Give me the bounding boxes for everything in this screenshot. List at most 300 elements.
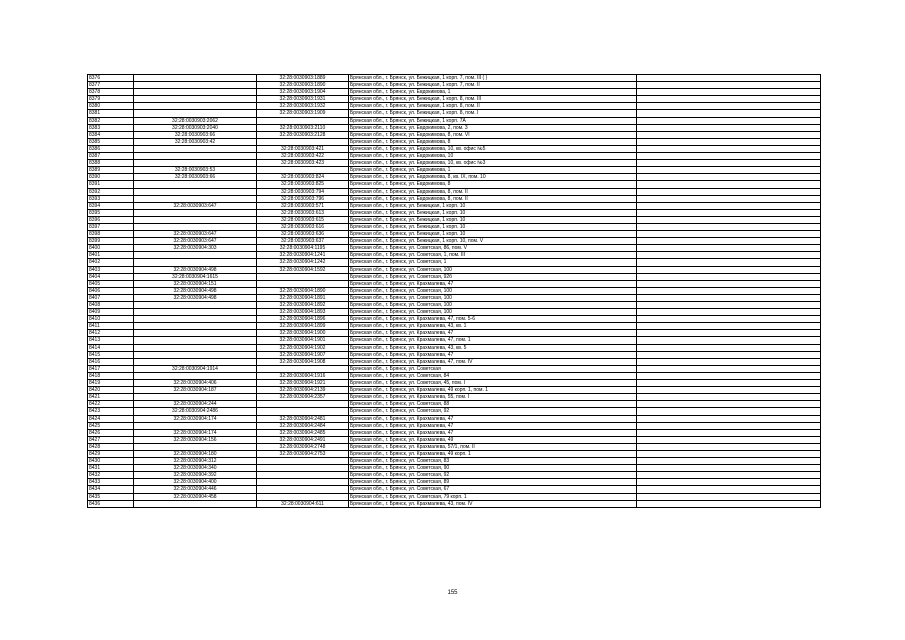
notes-cell bbox=[637, 472, 821, 479]
parcel-number-cell: 32:28:0030904:446 bbox=[134, 486, 257, 493]
table-row bbox=[88, 302, 821, 309]
row-number-cell: 8429 bbox=[88, 450, 134, 457]
object-number-cell: 32:28:0030904:1892 bbox=[257, 302, 349, 309]
address-cell: Брянская обл., г. Брянск, ул. Евдокимова, 2, пом. 3 bbox=[349, 124, 637, 131]
table-row bbox=[88, 465, 821, 472]
row-number-cell: 8420 bbox=[88, 387, 134, 394]
notes-cell bbox=[637, 245, 821, 252]
table-row bbox=[88, 450, 821, 457]
parcel-number-cell: 32:28:0030904:458 bbox=[134, 493, 257, 500]
parcel-number-cell: 32:28:0030904:400 bbox=[134, 479, 257, 486]
address-cell: Брянская обл., г. Брянск, ул. Крахмалева, 47, пом. 1 bbox=[349, 337, 637, 344]
notes-cell bbox=[637, 202, 821, 209]
object-number-cell: 32:28:0030904:2357 bbox=[257, 394, 349, 401]
table-row bbox=[88, 117, 821, 124]
table-row bbox=[88, 344, 821, 351]
parcel-number-cell bbox=[134, 323, 257, 330]
address-cell: Брянская обл., г. Брянск, ул. Крахмалева, 55, пом. I bbox=[349, 394, 637, 401]
notes-cell bbox=[637, 259, 821, 266]
notes-cell bbox=[637, 443, 821, 450]
row-number-cell: 8402 bbox=[88, 259, 134, 266]
notes-cell bbox=[637, 145, 821, 152]
notes-cell bbox=[637, 195, 821, 202]
notes-cell bbox=[637, 280, 821, 287]
parcel-number-cell: 32:28:0030903:2062 bbox=[134, 117, 257, 124]
table-row bbox=[88, 365, 821, 372]
parcel-number-cell: 32:28:0030904:180 bbox=[134, 450, 257, 457]
row-number-cell: 8384 bbox=[88, 131, 134, 138]
parcel-number-cell: 32:28:0030903:42 bbox=[134, 138, 257, 145]
parcel-number-cell bbox=[134, 160, 257, 167]
notes-cell bbox=[637, 436, 821, 443]
row-number-cell: 8411 bbox=[88, 323, 134, 330]
object-number-cell: 32:28:0030904:1195 bbox=[257, 245, 349, 252]
parcel-number-cell bbox=[134, 358, 257, 365]
notes-cell bbox=[637, 429, 821, 436]
notes-cell bbox=[637, 223, 821, 230]
notes-cell bbox=[637, 316, 821, 323]
notes-cell bbox=[637, 458, 821, 465]
parcel-number-cell bbox=[134, 443, 257, 450]
row-number-cell: 8428 bbox=[88, 443, 134, 450]
notes-cell bbox=[637, 493, 821, 500]
object-number-cell: 32:28:0030904:1899 bbox=[257, 323, 349, 330]
address-cell: Брянская обл., г. Брянск, ул. Советская, 100 bbox=[349, 294, 637, 301]
row-number-cell: 8407 bbox=[88, 294, 134, 301]
row-number-cell: 8383 bbox=[88, 124, 134, 131]
row-number-cell: 8399 bbox=[88, 238, 134, 245]
row-number-cell: 8378 bbox=[88, 89, 134, 96]
address-cell: Брянская обл., г. Брянск, ул. Советская, 100 bbox=[349, 302, 637, 309]
parcel-number-cell: 32:28:0030904:392 bbox=[134, 472, 257, 479]
table-row bbox=[88, 266, 821, 273]
object-number-cell: 32:28:0030904:1907 bbox=[257, 351, 349, 358]
address-cell: Брянская обл., г. Брянск, ул. Крахмалева, 43, кв. 5 bbox=[349, 344, 637, 351]
object-number-cell: 32:28:0030903:616 bbox=[257, 223, 349, 230]
object-number-cell bbox=[257, 486, 349, 493]
row-number-cell: 8421 bbox=[88, 394, 134, 401]
address-cell: Брянская обл., г. Брянск, ул. Бежицкая, 1 корп. 10 bbox=[349, 216, 637, 223]
table-row bbox=[88, 422, 821, 429]
table-row bbox=[88, 231, 821, 238]
table-row bbox=[88, 160, 821, 167]
row-number-cell: 8419 bbox=[88, 380, 134, 387]
table-row bbox=[88, 429, 821, 436]
parcel-number-cell bbox=[134, 330, 257, 337]
table-row bbox=[88, 479, 821, 486]
address-cell: Брянская обл., г. Брянск, ул. Крахмалева, 47 bbox=[349, 429, 637, 436]
object-number-cell: 32:28:0030904:611 bbox=[257, 500, 349, 507]
object-number-cell: 32:28:0030904:1890 bbox=[257, 287, 349, 294]
address-cell: Брянская обл., г. Брянск, ул. Евдокимова, 8, кв. IX, пом. 10 bbox=[349, 174, 637, 181]
table-row bbox=[88, 408, 821, 415]
table-row bbox=[88, 358, 821, 365]
table-row bbox=[88, 436, 821, 443]
parcel-number-cell: 32:28:0030904:174 bbox=[134, 415, 257, 422]
object-number-cell: 32:28:0030904:1921 bbox=[257, 380, 349, 387]
table-row bbox=[88, 351, 821, 358]
address-cell: Брянская обл., г. Брянск, ул. Крахмалева, 43, пом. IV bbox=[349, 500, 637, 507]
row-number-cell: 8410 bbox=[88, 316, 134, 323]
parcel-number-cell bbox=[134, 344, 257, 351]
parcel-number-cell: 32:28:0030903:53 bbox=[134, 167, 257, 174]
parcel-number-cell bbox=[134, 145, 257, 152]
row-number-cell: 8433 bbox=[88, 479, 134, 486]
row-number-cell: 8395 bbox=[88, 209, 134, 216]
row-number-cell: 8427 bbox=[88, 436, 134, 443]
address-cell: Брянская обл., г. Брянск, ул. Крахмалева, 47 bbox=[349, 330, 637, 337]
address-cell: Брянская обл., г. Брянск, ул. Евдокимова, 8, пом. II bbox=[349, 188, 637, 195]
notes-cell bbox=[637, 330, 821, 337]
notes-cell bbox=[637, 153, 821, 160]
address-cell: Брянская обл., г. Брянск, ул. Крахмалева, 47 bbox=[349, 422, 637, 429]
address-cell: Брянская обл., г. Брянск, ул. Крахмалева, 57/1, пом. II bbox=[349, 443, 637, 450]
address-cell: Брянская обл., г. Брянск, ул. Евдокимова, 10, кв. офис №5 bbox=[349, 145, 637, 152]
table-row bbox=[88, 153, 821, 160]
table-row bbox=[88, 372, 821, 379]
address-cell: Брянская обл., г. Брянск, ул. Советская, 1 bbox=[349, 259, 637, 266]
address-cell: Брянская обл., г. Брянск, ул. Советская, 100 bbox=[349, 287, 637, 294]
notes-cell bbox=[637, 110, 821, 117]
address-cell: Брянская обл., г. Брянск, ул. Советская, 1, пом. III bbox=[349, 252, 637, 259]
table-row bbox=[88, 323, 821, 330]
row-number-cell: 8412 bbox=[88, 330, 134, 337]
parcel-number-cell bbox=[134, 252, 257, 259]
object-number-cell bbox=[257, 280, 349, 287]
row-number-cell: 8386 bbox=[88, 145, 134, 152]
table-row bbox=[88, 216, 821, 223]
address-cell: Брянская обл., г. Брянск, ул. Советская, 100 bbox=[349, 309, 637, 316]
address-cell: Брянская обл., г. Брянск, ул. Советская, 92 bbox=[349, 472, 637, 479]
address-cell: Брянская обл., г. Брянск, ул. Советская, 92б bbox=[349, 273, 637, 280]
page-number: 155 bbox=[447, 590, 458, 596]
row-number-cell: 8382 bbox=[88, 117, 134, 124]
object-number-cell: 32:28:0030903:794 bbox=[257, 188, 349, 195]
row-number-cell: 8381 bbox=[88, 110, 134, 117]
table-row bbox=[88, 209, 821, 216]
parcel-number-cell: 32:28:0030903:647 bbox=[134, 238, 257, 245]
parcel-number-cell: 32:28:0030904:498 bbox=[134, 287, 257, 294]
parcel-number-cell: 32:28:0030904:303 bbox=[134, 245, 257, 252]
parcel-number-cell bbox=[134, 89, 257, 96]
address-cell: Брянская обл., г. Брянск, ул. Крахмалева, 47, пом. IV bbox=[349, 358, 637, 365]
parcel-number-cell bbox=[134, 372, 257, 379]
parcel-number-cell: 32:28:0030904:312 bbox=[134, 458, 257, 465]
notes-cell bbox=[637, 380, 821, 387]
table-row bbox=[88, 316, 821, 323]
table-row bbox=[88, 287, 821, 294]
object-number-cell bbox=[257, 365, 349, 372]
table-row bbox=[88, 380, 821, 387]
object-number-cell: 32:28:0030903:421 bbox=[257, 145, 349, 152]
notes-cell bbox=[637, 500, 821, 507]
property-table bbox=[87, 74, 821, 508]
row-number-cell: 8417 bbox=[88, 365, 134, 372]
address-cell: Брянская обл., г. Брянск, ул. Бежицкая, 1 корп. 10 bbox=[349, 209, 637, 216]
notes-cell bbox=[637, 216, 821, 223]
notes-cell bbox=[637, 450, 821, 457]
row-number-cell: 8380 bbox=[88, 103, 134, 110]
row-number-cell: 8392 bbox=[88, 188, 134, 195]
table-row bbox=[88, 252, 821, 259]
row-number-cell: 8426 bbox=[88, 429, 134, 436]
notes-cell bbox=[637, 82, 821, 89]
row-number-cell: 8398 bbox=[88, 231, 134, 238]
parcel-number-cell bbox=[134, 188, 257, 195]
notes-cell bbox=[637, 96, 821, 103]
address-cell: Брянская обл., г. Брянск, ул. Советская, 92 bbox=[349, 408, 637, 415]
row-number-cell: 8431 bbox=[88, 465, 134, 472]
object-number-cell: 32:28:0030904:1592 bbox=[257, 266, 349, 273]
address-cell: Брянская обл., г. Брянск, ул. Бежицкая, 1 корп. 10 bbox=[349, 231, 637, 238]
parcel-number-cell: 32:28:0030904:340 bbox=[134, 465, 257, 472]
address-cell: Брянская обл., г. Брянск, ул. Евдокимова, 8 bbox=[349, 138, 637, 145]
row-number-cell: 8436 bbox=[88, 500, 134, 507]
row-number-cell: 8387 bbox=[88, 153, 134, 160]
address-cell: Брянская обл., г. Брянск, ул. Советская, 84 bbox=[349, 372, 637, 379]
object-number-cell: 32:28:0030904:2139 bbox=[257, 387, 349, 394]
row-number-cell: 8424 bbox=[88, 415, 134, 422]
parcel-number-cell bbox=[134, 209, 257, 216]
parcel-number-cell bbox=[134, 216, 257, 223]
parcel-number-cell bbox=[134, 259, 257, 266]
row-number-cell: 8389 bbox=[88, 167, 134, 174]
address-cell: Брянская обл., г. Брянск, ул. Советская, 83 bbox=[349, 458, 637, 465]
notes-cell bbox=[637, 167, 821, 174]
address-cell: Брянская обл., г. Брянск, ул. Крахмалева, 43, кв. 1 bbox=[349, 323, 637, 330]
object-number-cell: 32:28:0030903:615 bbox=[257, 216, 349, 223]
object-number-cell: 32:28:0030904:2491 bbox=[257, 436, 349, 443]
row-number-cell: 8416 bbox=[88, 358, 134, 365]
table-row bbox=[88, 387, 821, 394]
table-row bbox=[88, 309, 821, 316]
parcel-number-cell bbox=[134, 223, 257, 230]
address-cell: Брянская обл., г. Брянск, ул. Евдокимова, 8 bbox=[349, 181, 637, 188]
notes-cell bbox=[637, 287, 821, 294]
parcel-number-cell bbox=[134, 351, 257, 358]
table-row bbox=[88, 472, 821, 479]
row-number-cell: 8393 bbox=[88, 195, 134, 202]
row-number-cell: 8400 bbox=[88, 245, 134, 252]
notes-cell bbox=[637, 131, 821, 138]
table-row bbox=[88, 294, 821, 301]
object-number-cell: 32:28:0030903:1932 bbox=[257, 103, 349, 110]
parcel-number-cell bbox=[134, 181, 257, 188]
row-number-cell: 8405 bbox=[88, 280, 134, 287]
row-number-cell: 8404 bbox=[88, 273, 134, 280]
object-number-cell: 32:28:0030903:423 bbox=[257, 160, 349, 167]
object-number-cell: 32:28:0030904:2484 bbox=[257, 422, 349, 429]
row-number-cell: 8434 bbox=[88, 486, 134, 493]
notes-cell bbox=[637, 351, 821, 358]
address-cell: Брянская обл., г. Брянск, ул. Евдокимова, 1 bbox=[349, 89, 637, 96]
table-row bbox=[88, 273, 821, 280]
object-number-cell: 32:28:0030904:1901 bbox=[257, 337, 349, 344]
table-row bbox=[88, 223, 821, 230]
address-cell: Брянская обл., г. Брянск, ул. Евдокимова, 8, пом. II bbox=[349, 195, 637, 202]
parcel-number-cell: 32:28:0030903:66 bbox=[134, 174, 257, 181]
object-number-cell bbox=[257, 493, 349, 500]
parcel-number-cell bbox=[134, 500, 257, 507]
address-cell: Брянская обл., г. Брянск, ул. Советская, 100 bbox=[349, 266, 637, 273]
parcel-number-cell: 32:28:0030904:151 bbox=[134, 280, 257, 287]
parcel-number-cell bbox=[134, 394, 257, 401]
table-row bbox=[88, 103, 821, 110]
address-cell: Брянская обл., г. Брянск, ул. Бежицкая, 1 корп. 7А bbox=[349, 117, 637, 124]
notes-cell bbox=[637, 252, 821, 259]
address-cell: Брянская обл., г. Брянск, ул. Советская, 67 bbox=[349, 486, 637, 493]
object-number-cell: 32:28:0030903:613 bbox=[257, 209, 349, 216]
table-row bbox=[88, 131, 821, 138]
object-number-cell: 32:28:0030903:1889 bbox=[257, 75, 349, 82]
parcel-number-cell bbox=[134, 302, 257, 309]
table-row bbox=[88, 82, 821, 89]
table-row bbox=[88, 493, 821, 500]
notes-cell bbox=[637, 401, 821, 408]
notes-cell bbox=[637, 372, 821, 379]
notes-cell bbox=[637, 266, 821, 273]
object-number-cell: 32:28:0030903:796 bbox=[257, 195, 349, 202]
notes-cell bbox=[637, 394, 821, 401]
table-row bbox=[88, 75, 821, 82]
object-number-cell bbox=[257, 273, 349, 280]
object-number-cell bbox=[257, 479, 349, 486]
address-cell: Брянская обл., г. Брянск, ул. Крахмалева, 47 bbox=[349, 415, 637, 422]
row-number-cell: 8403 bbox=[88, 266, 134, 273]
row-number-cell: 8432 bbox=[88, 472, 134, 479]
table-row bbox=[88, 394, 821, 401]
notes-cell bbox=[637, 138, 821, 145]
notes-cell bbox=[637, 174, 821, 181]
notes-cell bbox=[637, 344, 821, 351]
notes-cell bbox=[637, 209, 821, 216]
row-number-cell: 8385 bbox=[88, 138, 134, 145]
row-number-cell: 8415 bbox=[88, 351, 134, 358]
row-number-cell: 8390 bbox=[88, 174, 134, 181]
parcel-number-cell: 32:28:0030904:406 bbox=[134, 380, 257, 387]
address-cell: Брянская обл., г. Брянск, ул. Советская, 90 bbox=[349, 465, 637, 472]
object-number-cell: 32:28:0030904:1900 bbox=[257, 330, 349, 337]
row-number-cell: 8379 bbox=[88, 96, 134, 103]
object-number-cell: 32:28:0030904:1893 bbox=[257, 309, 349, 316]
parcel-number-cell bbox=[134, 422, 257, 429]
object-number-cell: 32:28:0030904:1896 bbox=[257, 316, 349, 323]
address-cell: Брянская обл., г. Брянск, ул. Советская, 79 корп. 1 bbox=[349, 493, 637, 500]
parcel-number-cell: 32:28:0030904:1615 bbox=[134, 273, 257, 280]
table-row bbox=[88, 238, 821, 245]
table-row bbox=[88, 330, 821, 337]
object-number-cell: 32:28:0030904:1916 bbox=[257, 372, 349, 379]
parcel-number-cell: 32:28:0030904:174 bbox=[134, 429, 257, 436]
object-number-cell bbox=[257, 167, 349, 174]
row-number-cell: 8377 bbox=[88, 82, 134, 89]
parcel-number-cell bbox=[134, 195, 257, 202]
object-number-cell: 32:28:0030903:637 bbox=[257, 238, 349, 245]
parcel-number-cell: 32:28:0030904:244 bbox=[134, 401, 257, 408]
row-number-cell: 8394 bbox=[88, 202, 134, 209]
row-number-cell: 8435 bbox=[88, 493, 134, 500]
parcel-number-cell bbox=[134, 82, 257, 89]
table-row bbox=[88, 167, 821, 174]
parcel-number-cell bbox=[134, 309, 257, 316]
parcel-number-cell: 32:28:0030903:647 bbox=[134, 202, 257, 209]
address-cell: Брянская обл., г. Брянск, ул. Евдокимова, 8, пом. VI bbox=[349, 131, 637, 138]
notes-cell bbox=[637, 323, 821, 330]
notes-cell bbox=[637, 160, 821, 167]
address-cell: Брянская обл., г. Брянск, ул. Бежицкая, 1 корп. 10 bbox=[349, 202, 637, 209]
parcel-number-cell bbox=[134, 337, 257, 344]
table-row bbox=[88, 500, 821, 507]
row-number-cell: 8414 bbox=[88, 344, 134, 351]
address-cell: Брянская обл., г. Брянск, ул. Бежицкая, 1 корп. 7, пом. III ( ) bbox=[349, 75, 637, 82]
notes-cell bbox=[637, 408, 821, 415]
notes-cell bbox=[637, 422, 821, 429]
notes-cell bbox=[637, 387, 821, 394]
object-number-cell: 32:28:0030904:2748 bbox=[257, 443, 349, 450]
address-cell: Брянская обл., г. Брянск, ул. Крахмалева, 47, пом. 5-6 bbox=[349, 316, 637, 323]
parcel-number-cell bbox=[134, 103, 257, 110]
parcel-number-cell bbox=[134, 153, 257, 160]
object-number-cell: 32:28:0030904:1241 bbox=[257, 252, 349, 259]
address-cell: Брянская обл., г. Брянск, ул. Крахмалева, 49 корп. 1 bbox=[349, 450, 637, 457]
address-cell: Брянская обл., г. Брянск, ул. Советская, 89 bbox=[349, 479, 637, 486]
object-number-cell bbox=[257, 138, 349, 145]
table-row bbox=[88, 458, 821, 465]
object-number-cell: 32:28:0030903:824 bbox=[257, 174, 349, 181]
notes-cell bbox=[637, 465, 821, 472]
parcel-number-cell: 32:28:0030904:498 bbox=[134, 294, 257, 301]
address-cell: Брянская обл., г. Брянск, ул. Бежицкая, 1 корп. 7, пом. II bbox=[349, 82, 637, 89]
row-number-cell: 8401 bbox=[88, 252, 134, 259]
parcel-number-cell: 32:28:0030903:66 bbox=[134, 131, 257, 138]
parcel-number-cell bbox=[134, 316, 257, 323]
notes-cell bbox=[637, 337, 821, 344]
parcel-number-cell bbox=[134, 96, 257, 103]
notes-cell bbox=[637, 479, 821, 486]
object-number-cell bbox=[257, 458, 349, 465]
table-row bbox=[88, 110, 821, 117]
notes-cell bbox=[637, 358, 821, 365]
notes-cell bbox=[637, 89, 821, 96]
row-number-cell: 8397 bbox=[88, 223, 134, 230]
row-number-cell: 8423 bbox=[88, 408, 134, 415]
table-row bbox=[88, 443, 821, 450]
object-number-cell: 32:28:0030903:571 bbox=[257, 202, 349, 209]
address-cell: Брянская обл., г. Брянск, ул. Советская, 45, пом. I bbox=[349, 380, 637, 387]
notes-cell bbox=[637, 365, 821, 372]
parcel-number-cell: 32:28:0030904:498 bbox=[134, 266, 257, 273]
table-row bbox=[88, 415, 821, 422]
notes-cell bbox=[637, 486, 821, 493]
row-number-cell: 8376 bbox=[88, 75, 134, 82]
table-row bbox=[88, 245, 821, 252]
object-number-cell: 32:28:0030904:2753 bbox=[257, 450, 349, 457]
row-number-cell: 8388 bbox=[88, 160, 134, 167]
address-cell: Брянская обл., г. Брянск, ул. Советская bbox=[349, 365, 637, 372]
table-body bbox=[88, 75, 821, 508]
object-number-cell: 32:28:0030903:422 bbox=[257, 153, 349, 160]
object-number-cell: 32:28:0030903:1909 bbox=[257, 110, 349, 117]
address-cell: Брянская обл., г. Брянск, ул. Бежицкая, 1 корп. 10 bbox=[349, 223, 637, 230]
table-row bbox=[88, 96, 821, 103]
notes-cell bbox=[637, 188, 821, 195]
object-number-cell: 32:28:0030903:2110 bbox=[257, 124, 349, 131]
table-row bbox=[88, 124, 821, 131]
object-number-cell: 32:28:0030904:1908 bbox=[257, 358, 349, 365]
table-row bbox=[88, 195, 821, 202]
notes-cell bbox=[637, 238, 821, 245]
row-number-cell: 8409 bbox=[88, 309, 134, 316]
